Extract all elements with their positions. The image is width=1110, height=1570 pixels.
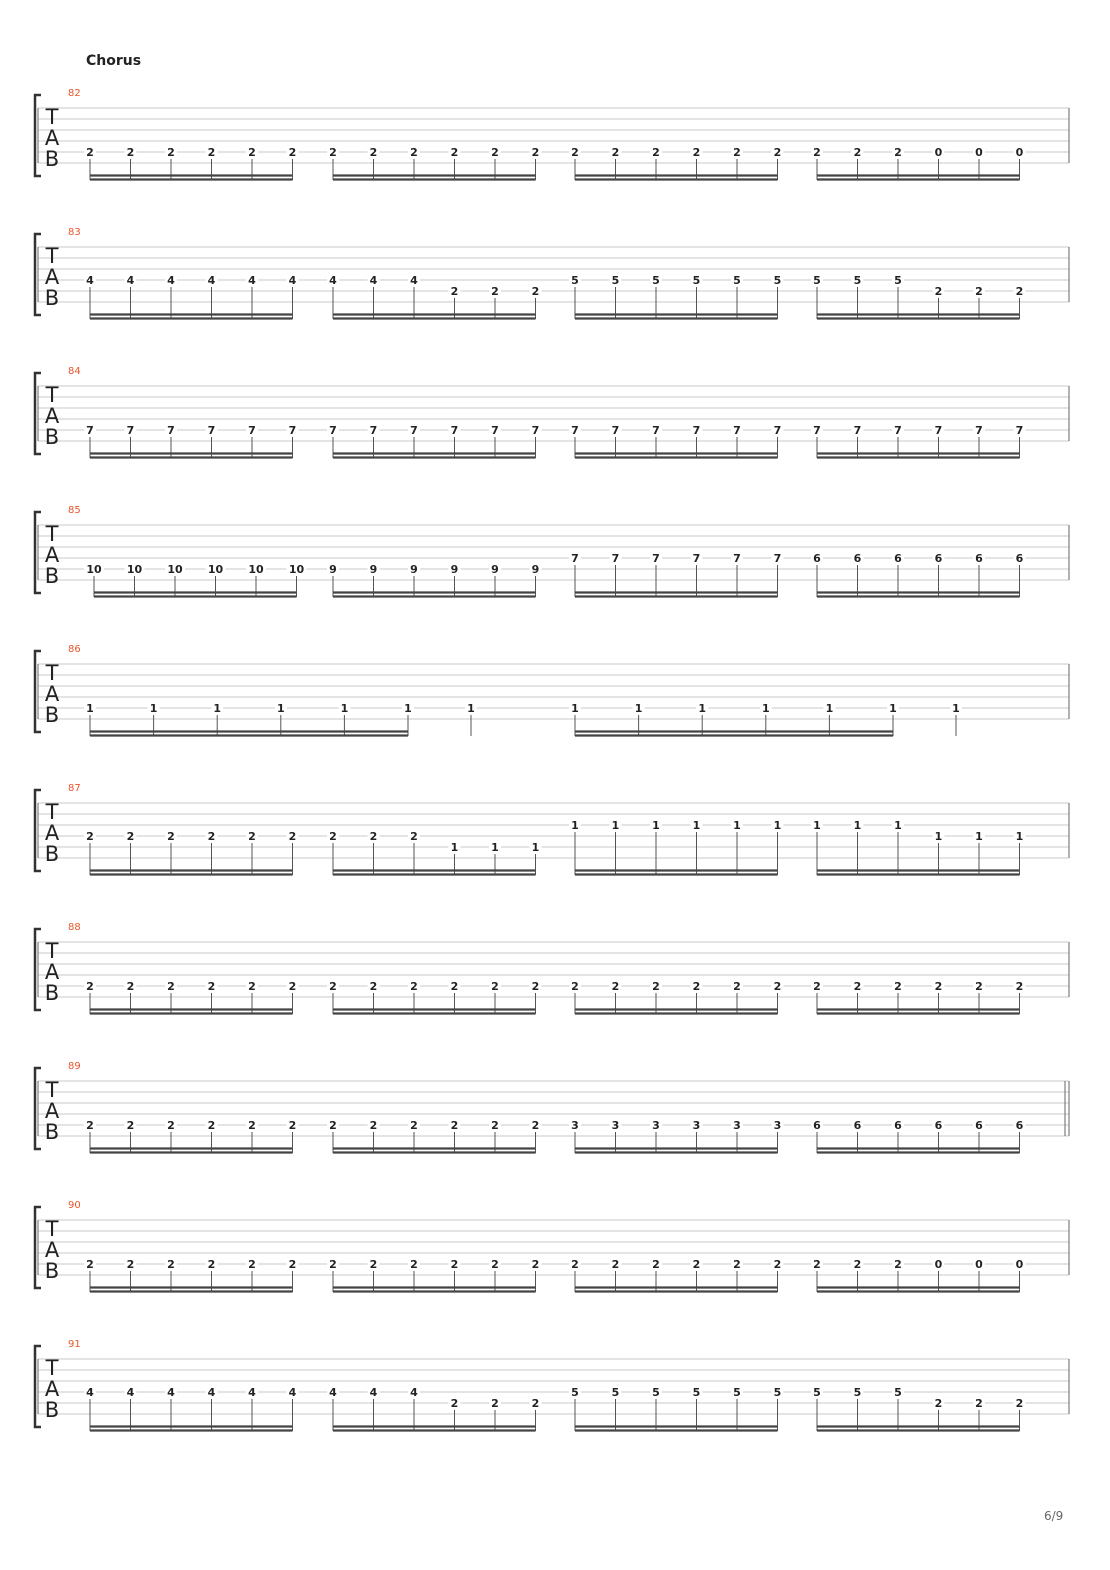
fret-number: 7 — [248, 424, 256, 437]
fret-number: 2 — [410, 1119, 418, 1132]
fret-number: 2 — [86, 830, 94, 843]
fret-number: 7 — [450, 424, 459, 437]
fret-number: 5 — [571, 274, 579, 287]
fret-number: 2 — [531, 285, 540, 298]
fret-number: 7 — [571, 552, 579, 565]
fret-number: 2 — [975, 1397, 983, 1410]
fret-number: 2 — [126, 1258, 135, 1271]
fret-number: 5 — [652, 1386, 660, 1399]
tab-clef-letter: T — [45, 939, 59, 963]
fret-number: 6 — [975, 552, 983, 565]
fret-number: 2 — [853, 980, 862, 993]
fret-number: 4 — [86, 274, 94, 287]
fret-number: 0 — [1015, 146, 1024, 159]
fret-number: 4 — [369, 274, 378, 287]
fret-number: 4 — [86, 1386, 94, 1399]
tab-clef-letter: B — [44, 842, 60, 866]
fret-number: 5 — [894, 1386, 902, 1399]
tab-clef-letter: A — [44, 543, 60, 567]
tab-clef-letter: T — [45, 800, 59, 824]
fret-number: 6 — [894, 1119, 902, 1132]
fret-number: 2 — [611, 1258, 620, 1271]
fret-number: 1 — [276, 702, 285, 715]
fret-number: 2 — [329, 830, 337, 843]
fret-number: 5 — [652, 274, 660, 287]
fret-number: 2 — [369, 980, 378, 993]
fret-number: 1 — [773, 819, 782, 832]
measure-number: 84 — [68, 366, 81, 377]
fret-number: 9 — [410, 563, 418, 576]
fret-number: 3 — [692, 1119, 701, 1132]
tab-clef-letter: B — [44, 1259, 60, 1283]
fret-number: 2 — [329, 1258, 337, 1271]
fret-number: 2 — [86, 980, 94, 993]
fret-number: 1 — [404, 702, 412, 715]
fret-number: 7 — [652, 424, 660, 437]
fret-number: 2 — [733, 980, 741, 993]
fret-number: 1 — [491, 841, 499, 854]
fret-number: 7 — [1015, 424, 1024, 437]
fret-number: 2 — [450, 980, 459, 993]
tab-clef-letter: T — [45, 383, 59, 407]
fret-number: 6 — [975, 1119, 983, 1132]
fret-number: 2 — [450, 1397, 459, 1410]
tab-clef-letter: A — [44, 821, 60, 845]
fret-number: 2 — [410, 1258, 418, 1271]
fret-number: 4 — [126, 1386, 135, 1399]
fret-number: 2 — [167, 980, 175, 993]
fret-number: 3 — [652, 1119, 660, 1132]
tab-clef-letter: T — [45, 1078, 59, 1102]
fret-number: 2 — [491, 1119, 499, 1132]
measure-number: 86 — [68, 644, 81, 655]
fret-number: 2 — [207, 980, 216, 993]
fret-number: 6 — [813, 552, 821, 565]
tab-clef-letter: A — [44, 404, 60, 428]
fret-number: 2 — [813, 1258, 821, 1271]
fret-number: 2 — [531, 1119, 540, 1132]
tab-clef-letter: B — [44, 1120, 60, 1144]
fret-number: 10 — [126, 563, 143, 576]
fret-number: 7 — [86, 424, 94, 437]
fret-number: 7 — [571, 424, 579, 437]
fret-number: 6 — [934, 552, 943, 565]
fret-number: 5 — [813, 1386, 821, 1399]
fret-number: 1 — [652, 819, 660, 832]
fret-number: 2 — [207, 1119, 216, 1132]
fret-number: 2 — [894, 146, 902, 159]
fret-number: 2 — [167, 146, 175, 159]
fret-number: 2 — [692, 980, 701, 993]
fret-number: 2 — [288, 1119, 297, 1132]
fret-number: 2 — [491, 1397, 499, 1410]
fret-number: 2 — [329, 980, 337, 993]
fret-number: 2 — [692, 146, 701, 159]
fret-number: 2 — [853, 146, 862, 159]
fret-number: 4 — [369, 1386, 378, 1399]
fret-number: 2 — [86, 146, 94, 159]
fret-number: 1 — [149, 702, 158, 715]
page-number: 6/9 — [1044, 1509, 1064, 1523]
measure-number: 87 — [68, 783, 81, 794]
fret-number: 4 — [329, 274, 337, 287]
tab-clef-letter: B — [44, 147, 60, 171]
fret-number: 2 — [369, 830, 378, 843]
fret-number: 0 — [975, 1258, 983, 1271]
fret-number: 2 — [410, 980, 418, 993]
fret-number: 2 — [652, 146, 660, 159]
fret-number: 4 — [248, 274, 256, 287]
fret-number: 6 — [813, 1119, 821, 1132]
fret-number: 1 — [213, 702, 222, 715]
fret-number: 7 — [934, 424, 943, 437]
fret-number: 4 — [288, 1386, 297, 1399]
fret-number: 7 — [369, 424, 378, 437]
section-title: Chorus — [86, 53, 142, 69]
fret-number: 7 — [611, 424, 620, 437]
fret-number: 7 — [126, 424, 135, 437]
fret-number: 2 — [611, 980, 620, 993]
tab-clef-letter: B — [44, 286, 60, 310]
tab-clef-letter: B — [44, 564, 60, 588]
fret-number: 2 — [813, 980, 821, 993]
fret-number: 2 — [531, 1258, 540, 1271]
fret-number: 7 — [692, 552, 701, 565]
fret-number: 1 — [531, 841, 540, 854]
fret-number: 2 — [1015, 1397, 1024, 1410]
fret-number: 5 — [773, 274, 782, 287]
fret-number: 1 — [467, 702, 475, 715]
fret-number: 2 — [86, 1258, 94, 1271]
fret-number: 7 — [611, 552, 620, 565]
fret-number: 10 — [288, 563, 305, 576]
fret-number: 7 — [288, 424, 297, 437]
fret-number: 2 — [410, 146, 418, 159]
fret-number: 2 — [934, 1397, 943, 1410]
fret-number: 1 — [698, 702, 707, 715]
measure-number: 85 — [68, 505, 81, 516]
fret-number: 2 — [491, 146, 499, 159]
fret-number: 5 — [611, 1386, 620, 1399]
fret-number: 2 — [531, 1397, 540, 1410]
fret-number: 1 — [813, 819, 821, 832]
fret-number: 1 — [86, 702, 94, 715]
fret-number: 7 — [531, 424, 540, 437]
fret-number: 10 — [248, 563, 264, 576]
fret-number: 7 — [491, 424, 499, 437]
fret-number: 2 — [126, 146, 135, 159]
fret-number: 7 — [733, 552, 741, 565]
fret-number: 7 — [773, 424, 782, 437]
fret-number: 4 — [248, 1386, 256, 1399]
fret-number: 3 — [773, 1119, 782, 1132]
fret-number: 2 — [652, 980, 660, 993]
fret-number: 7 — [652, 552, 660, 565]
fret-number: 2 — [853, 1258, 862, 1271]
fret-number: 4 — [410, 274, 418, 287]
tab-clef-letter: B — [44, 1398, 60, 1422]
measure-number: 90 — [68, 1200, 81, 1211]
fret-number: 2 — [531, 146, 540, 159]
fret-number: 1 — [450, 841, 459, 854]
fret-number: 2 — [934, 285, 943, 298]
fret-number: 6 — [894, 552, 902, 565]
fret-number: 2 — [207, 1258, 216, 1271]
fret-number: 2 — [288, 146, 297, 159]
fret-number: 5 — [611, 274, 620, 287]
fret-number: 5 — [733, 1386, 741, 1399]
fret-number: 2 — [450, 1258, 459, 1271]
tab-clef-letter: T — [45, 105, 59, 129]
tab-clef-letter: A — [44, 960, 60, 984]
fret-number: 0 — [934, 1258, 943, 1271]
fret-number: 4 — [207, 274, 216, 287]
fret-number: 2 — [773, 980, 782, 993]
fret-number: 1 — [761, 702, 770, 715]
fret-number: 7 — [733, 424, 741, 437]
fret-number: 7 — [853, 424, 862, 437]
fret-number: 2 — [531, 980, 540, 993]
fret-number: 9 — [450, 563, 459, 576]
fret-number: 1 — [975, 830, 983, 843]
fret-number: 1 — [894, 819, 902, 832]
fret-number: 2 — [773, 146, 782, 159]
fret-number: 2 — [167, 1119, 175, 1132]
fret-number: 4 — [288, 274, 297, 287]
fret-number: 3 — [571, 1119, 579, 1132]
fret-number: 6 — [1015, 1119, 1024, 1132]
fret-number: 5 — [853, 1386, 862, 1399]
fret-number: 2 — [1015, 285, 1024, 298]
fret-number: 7 — [813, 424, 821, 437]
fret-number: 5 — [733, 274, 741, 287]
fret-number: 10 — [86, 563, 102, 576]
fret-number: 2 — [571, 1258, 579, 1271]
fret-number: 5 — [692, 1386, 701, 1399]
fret-number: 2 — [329, 146, 337, 159]
fret-number: 5 — [571, 1386, 579, 1399]
fret-number: 9 — [491, 563, 499, 576]
fret-number: 0 — [975, 146, 983, 159]
fret-number: 4 — [329, 1386, 337, 1399]
fret-number: 3 — [733, 1119, 741, 1132]
fret-number: 1 — [571, 819, 579, 832]
fret-number: 2 — [329, 1119, 337, 1132]
fret-number: 2 — [934, 980, 943, 993]
fret-number: 7 — [975, 424, 983, 437]
fret-number: 9 — [531, 563, 540, 576]
fret-number: 2 — [733, 146, 741, 159]
fret-number: 7 — [410, 424, 418, 437]
tab-clef-letter: T — [45, 1356, 59, 1380]
measure-number: 91 — [68, 1339, 81, 1350]
tab-clef-letter: T — [45, 661, 59, 685]
fret-number: 7 — [692, 424, 701, 437]
fret-number: 5 — [853, 274, 862, 287]
tab-clef-letter: A — [44, 265, 60, 289]
fret-number: 2 — [1015, 980, 1024, 993]
fret-number: 1 — [934, 830, 943, 843]
fret-number: 9 — [369, 563, 378, 576]
fret-number: 5 — [813, 274, 821, 287]
fret-number: 2 — [288, 980, 297, 993]
tab-clef-letter: A — [44, 1377, 60, 1401]
fret-number: 7 — [329, 424, 337, 437]
fret-number: 2 — [491, 285, 499, 298]
fret-number: 2 — [450, 285, 459, 298]
measure-number: 89 — [68, 1061, 81, 1072]
fret-number: 2 — [288, 830, 297, 843]
fret-number: 1 — [692, 819, 701, 832]
fret-number: 2 — [248, 1119, 256, 1132]
fret-number: 3 — [611, 1119, 620, 1132]
measure-number: 88 — [68, 922, 81, 933]
tab-clef-letter: A — [44, 126, 60, 150]
fret-number: 4 — [410, 1386, 418, 1399]
fret-number: 4 — [167, 1386, 175, 1399]
fret-number: 1 — [611, 819, 620, 832]
fret-number: 1 — [825, 702, 834, 715]
fret-number: 10 — [207, 563, 224, 576]
fret-number: 2 — [773, 1258, 782, 1271]
fret-number: 1 — [889, 702, 897, 715]
tab-clef-letter: T — [45, 522, 59, 546]
fret-number: 1 — [853, 819, 862, 832]
fret-number: 2 — [652, 1258, 660, 1271]
tab-clef-letter: T — [45, 244, 59, 268]
measure-number: 83 — [68, 227, 81, 238]
fret-number: 2 — [894, 1258, 902, 1271]
fret-number: 1 — [571, 702, 579, 715]
fret-number: 2 — [86, 1119, 94, 1132]
tab-clef-letter: T — [45, 1217, 59, 1241]
fret-number: 2 — [207, 830, 216, 843]
fret-number: 2 — [813, 146, 821, 159]
measure-number: 82 — [68, 88, 81, 99]
fret-number: 2 — [248, 830, 256, 843]
fret-number: 2 — [248, 980, 256, 993]
fret-number: 2 — [571, 980, 579, 993]
fret-number: 2 — [571, 146, 579, 159]
fret-number: 2 — [450, 1119, 459, 1132]
fret-number: 4 — [207, 1386, 216, 1399]
tab-clef-letter: B — [44, 981, 60, 1005]
fret-number: 2 — [733, 1258, 741, 1271]
fret-number: 5 — [773, 1386, 782, 1399]
fret-number: 6 — [853, 552, 862, 565]
fret-number: 2 — [126, 980, 135, 993]
fret-number: 2 — [126, 830, 135, 843]
fret-number: 2 — [207, 146, 216, 159]
fret-number: 6 — [934, 1119, 943, 1132]
tab-clef-letter: B — [44, 703, 60, 727]
fret-number: 2 — [450, 146, 459, 159]
fret-number: 2 — [369, 1119, 378, 1132]
fret-number: 2 — [248, 146, 256, 159]
fret-number: 7 — [773, 552, 782, 565]
fret-number: 1 — [733, 819, 741, 832]
tab-clef-letter: B — [44, 425, 60, 449]
fret-number: 2 — [369, 146, 378, 159]
fret-number: 5 — [692, 274, 701, 287]
fret-number: 2 — [167, 1258, 175, 1271]
fret-number: 2 — [126, 1119, 135, 1132]
fret-number: 1 — [1015, 830, 1024, 843]
fret-number: 1 — [952, 702, 960, 715]
fret-number: 0 — [934, 146, 943, 159]
fret-number: 2 — [692, 1258, 701, 1271]
fret-number: 1 — [634, 702, 643, 715]
tab-clef-letter: A — [44, 682, 60, 706]
tab-clef-letter: A — [44, 1099, 60, 1123]
fret-number: 2 — [975, 980, 983, 993]
fret-number: 7 — [207, 424, 216, 437]
fret-number: 1 — [340, 702, 349, 715]
fret-number: 9 — [329, 563, 337, 576]
tab-clef-letter: A — [44, 1238, 60, 1262]
fret-number: 2 — [410, 830, 418, 843]
fret-number: 2 — [167, 830, 175, 843]
fret-number: 4 — [167, 274, 175, 287]
fret-number: 6 — [853, 1119, 862, 1132]
fret-number: 7 — [894, 424, 902, 437]
fret-number: 4 — [126, 274, 135, 287]
fret-number: 2 — [248, 1258, 256, 1271]
fret-number: 2 — [611, 146, 620, 159]
fret-number: 2 — [288, 1258, 297, 1271]
fret-number: 6 — [1015, 552, 1024, 565]
fret-number: 2 — [975, 285, 983, 298]
fret-number: 10 — [167, 563, 183, 576]
fret-number: 5 — [894, 274, 902, 287]
fret-number: 2 — [894, 980, 902, 993]
fret-number: 2 — [369, 1258, 378, 1271]
fret-number: 7 — [167, 424, 175, 437]
fret-number: 2 — [491, 980, 499, 993]
fret-number: 0 — [1015, 1258, 1024, 1271]
fret-number: 2 — [491, 1258, 499, 1271]
